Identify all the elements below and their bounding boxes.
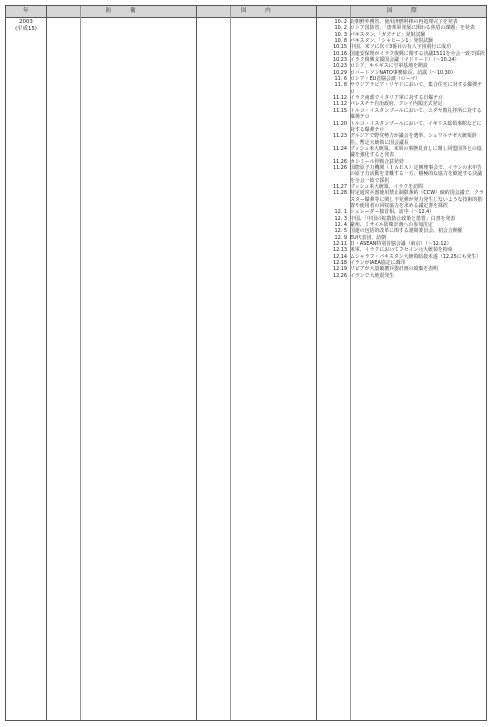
event-date: 12.11 bbox=[332, 241, 347, 248]
event-date: 12.26 bbox=[332, 272, 347, 279]
event-text: サウジアラビア・リヤドにおいて、集合住宅に対する爆弾テロ bbox=[350, 82, 482, 95]
event-date: 12. 4 bbox=[334, 222, 347, 228]
event-row bbox=[316, 190, 488, 209]
event-date: 10. 3 bbox=[334, 31, 347, 38]
event-text: ロバートソンNATO事務総長、訪露（〜10.30） bbox=[350, 69, 456, 76]
event-date: 10. 2 bbox=[334, 19, 347, 25]
event-date: 12.18 bbox=[332, 260, 347, 267]
event-text: ロシア・EU首脳会談（ローマ） bbox=[350, 76, 421, 83]
event-text: パレスチナ自治政府、クレイ内閣正式発足 bbox=[350, 101, 443, 108]
event-date: 12. 5 bbox=[334, 228, 347, 235]
event-text: イランで大地震発生 bbox=[350, 272, 395, 279]
year-era: (平成15) bbox=[15, 26, 37, 32]
event-text: ロシア、キルギスに空軍基地を開設 bbox=[350, 63, 428, 70]
event-row bbox=[316, 165, 488, 184]
table-header bbox=[6, 6, 486, 18]
event-row bbox=[316, 108, 488, 121]
event-date: 11.23 bbox=[332, 133, 347, 140]
event-date: 11.27 bbox=[332, 183, 347, 190]
event-text: EU代表団、訪朝 bbox=[350, 234, 387, 241]
chronology-table bbox=[5, 5, 487, 721]
event-text: 豪州、ミサイル防衛計画への参加決定 bbox=[350, 222, 433, 228]
event-text: トルコ・イスタンブールにおいて、イギリス総領事館などに対する爆弾テロ bbox=[350, 120, 482, 133]
event-text: 中国、米ソに次ぐ3番目の有人宇宙飛行に成功 bbox=[350, 44, 451, 51]
event-date: 11. 8 bbox=[334, 82, 347, 89]
event-date: 11.12 bbox=[332, 95, 347, 102]
year-western: 2003 bbox=[19, 19, 33, 25]
event-text: 国連安保理がイラク復興に関する決議1511を全会一致で採択 bbox=[350, 50, 485, 57]
event-date: 11.26 bbox=[332, 164, 347, 171]
event-date: 11.15 bbox=[332, 107, 347, 114]
event-row bbox=[316, 146, 488, 159]
event-date: 10.15 bbox=[332, 44, 347, 51]
event-date: 11.26 bbox=[332, 158, 347, 165]
event-text: リビアが大量破壊兵器計画の廃棄を表明 bbox=[350, 266, 439, 273]
event-text: 国連の包括的改革に関する諮問委員会、初会合開催 bbox=[350, 228, 463, 235]
event-text: 北朝鮮外務省、使用済燃料棒の再処理完了を発表 bbox=[350, 19, 458, 25]
column-divider bbox=[196, 6, 197, 720]
header-domestic: 国 内 bbox=[240, 8, 272, 14]
event-date: 11.12 bbox=[332, 101, 347, 108]
event-date: 10.23 bbox=[332, 63, 347, 70]
event-row bbox=[316, 133, 488, 146]
event-text: トルコ・イスタンブールにおいて、ユダヤ教礼拝所に対する爆弾テロ bbox=[350, 107, 482, 121]
event-text: イランがIAEA協定に調印 bbox=[350, 260, 406, 267]
event-text: ムシャラフ・パキスタン大統領暗殺未遂（12.25にも発生） bbox=[350, 253, 482, 260]
event-date: 10.23 bbox=[332, 57, 347, 64]
event-text: ロシア国防省、「唐邦軍発展に関わる焦眉の課題」を発表 bbox=[350, 25, 475, 32]
event-date: 12.13 bbox=[332, 247, 347, 254]
event-date: 10. 2 bbox=[334, 25, 347, 32]
event-date: 12.19 bbox=[332, 266, 347, 273]
header-year: 年 bbox=[22, 8, 30, 14]
event-date: 10.16 bbox=[332, 50, 347, 57]
event-text: グルジアで野党勢力が議会を選挙、シェワルナゼ大統領辞任。暫定大統領に国会議長 bbox=[350, 133, 477, 146]
event-text: シュレーダー独首相、訪中（〜12.4） bbox=[350, 209, 435, 216]
event-text: 日・ASEAN特別首脳会議（東京）（〜12.12） bbox=[350, 241, 452, 248]
event-date: 12. 1 bbox=[334, 209, 347, 216]
event-date: 11.20 bbox=[332, 120, 347, 127]
event-date: 10.29 bbox=[332, 69, 347, 76]
event-date: 11. 6 bbox=[334, 76, 347, 83]
international-events bbox=[316, 19, 488, 279]
event-date: 12.14 bbox=[332, 253, 347, 260]
event-text: パキスタン、「シャヒーン1」発射試験 bbox=[350, 38, 433, 45]
event-date: 11.28 bbox=[332, 190, 347, 197]
year-cell bbox=[6, 19, 46, 33]
event-text: イラク南部でイタリア軍に対する自爆テロ bbox=[350, 95, 443, 102]
event-date: 10. 8 bbox=[334, 38, 347, 45]
event-text: ブッシュ米大統領、イラクを訪問 bbox=[350, 183, 423, 190]
event-date: 12. 3 bbox=[334, 215, 347, 222]
header-international: 国 際 bbox=[386, 8, 418, 14]
event-text: ブッシュ米大統領、米軍の事態見直しに関し同盟国等との協議を強化すると発表 bbox=[350, 145, 482, 159]
event-date: 11.24 bbox=[332, 145, 347, 152]
event-text: 特定通常兵器使用禁止制限条約（CCW）締約国会議で、クラスター爆弾等に関し不発弾が発力発生しないような技術的措置や使用者の回収協力を求める議定書を採択 bbox=[350, 190, 484, 209]
event-text: 国際原子力機関（ＩＡＥＡ）定例理事会で、イランの未申告の原子力活動を非難する一方、積極的な協力を歓迎する決議を全会一致で採択 bbox=[350, 164, 483, 184]
column-divider bbox=[230, 6, 231, 720]
event-text: イラク復興支援国会議（マドリード）（〜10.24） bbox=[350, 57, 460, 64]
event-row bbox=[316, 273, 488, 279]
event-text: パキスタン、「ガズナビ」発射試験 bbox=[350, 31, 426, 38]
event-text: 米軍、イラクにおいてフセイン元大統領を拘束 bbox=[350, 247, 453, 254]
event-row bbox=[316, 121, 488, 134]
event-text: 中国、「中国の拡散防止政策と措置」白書を発表 bbox=[350, 215, 456, 222]
header-defense: 防 衛 bbox=[105, 8, 137, 14]
event-date: 12. 9 bbox=[334, 234, 347, 241]
event-row bbox=[316, 82, 488, 95]
column-divider bbox=[80, 6, 81, 720]
column-divider bbox=[46, 6, 47, 720]
event-text: カシミール停戦合意発効 bbox=[350, 158, 404, 165]
